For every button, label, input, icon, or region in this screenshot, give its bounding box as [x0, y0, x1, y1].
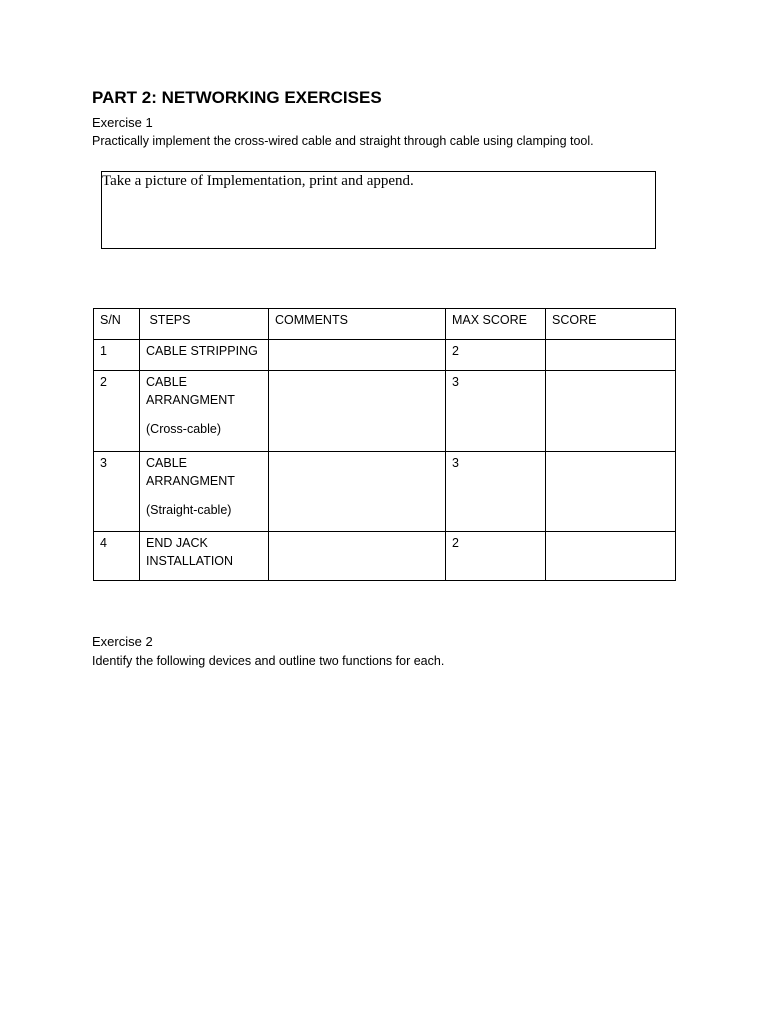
header-score: SCORE [546, 309, 676, 340]
exercise-1-label: Exercise 1 [92, 115, 153, 130]
step-label: CABLE ARRANGMENT [146, 375, 235, 407]
exercise-2-description: Identify the following devices and outline two functions for each. [92, 654, 445, 668]
cell-sn: 2 [94, 371, 140, 452]
cell-max-score: 2 [446, 340, 546, 371]
picture-instruction: Take a picture of Implementation, print and append. [102, 173, 414, 189]
cell-comments [269, 371, 446, 452]
cell-score [546, 532, 676, 581]
table-row [94, 532, 676, 581]
header-sn: S/N [94, 309, 140, 340]
step-note: (Straight-cable) [146, 503, 232, 517]
cell-step [140, 532, 269, 581]
cell-max-score: 2 [446, 532, 546, 581]
cell-max-score: 3 [446, 452, 546, 532]
header-comments: COMMENTS [269, 309, 446, 340]
table-header-row [94, 309, 676, 340]
table-row [94, 371, 676, 452]
cell-sn: 3 [94, 452, 140, 532]
score-table [93, 308, 676, 581]
cell-step [140, 452, 269, 532]
exercise-1-description: Practically implement the cross-wired cable and straight through cable using clamping tool. [92, 134, 594, 148]
cell-step [140, 371, 269, 452]
header-max-score: MAX SCORE [446, 309, 546, 340]
step-note: (Cross-cable) [146, 422, 222, 436]
step-label: CABLE STRIPPING [146, 344, 258, 358]
step-label: CABLE ARRANGMENT [146, 456, 235, 488]
cell-sn: 4 [94, 532, 140, 581]
cell-score [546, 452, 676, 532]
exercise-2-label: Exercise 2 [92, 634, 153, 649]
page-title: PART 2: NETWORKING EXERCISES [92, 88, 382, 107]
cell-comments [269, 452, 446, 532]
cell-comments [269, 340, 446, 371]
table-row [94, 452, 676, 532]
cell-score [546, 340, 676, 371]
cell-step [140, 340, 269, 371]
picture-placeholder-box [101, 171, 656, 249]
cell-score [546, 371, 676, 452]
table-row [94, 340, 676, 371]
cell-max-score: 3 [446, 371, 546, 452]
cell-sn: 1 [94, 340, 140, 371]
header-steps: STEPS [140, 309, 269, 340]
cell-comments [269, 532, 446, 581]
step-label: END JACK INSTALLATION [146, 536, 234, 568]
